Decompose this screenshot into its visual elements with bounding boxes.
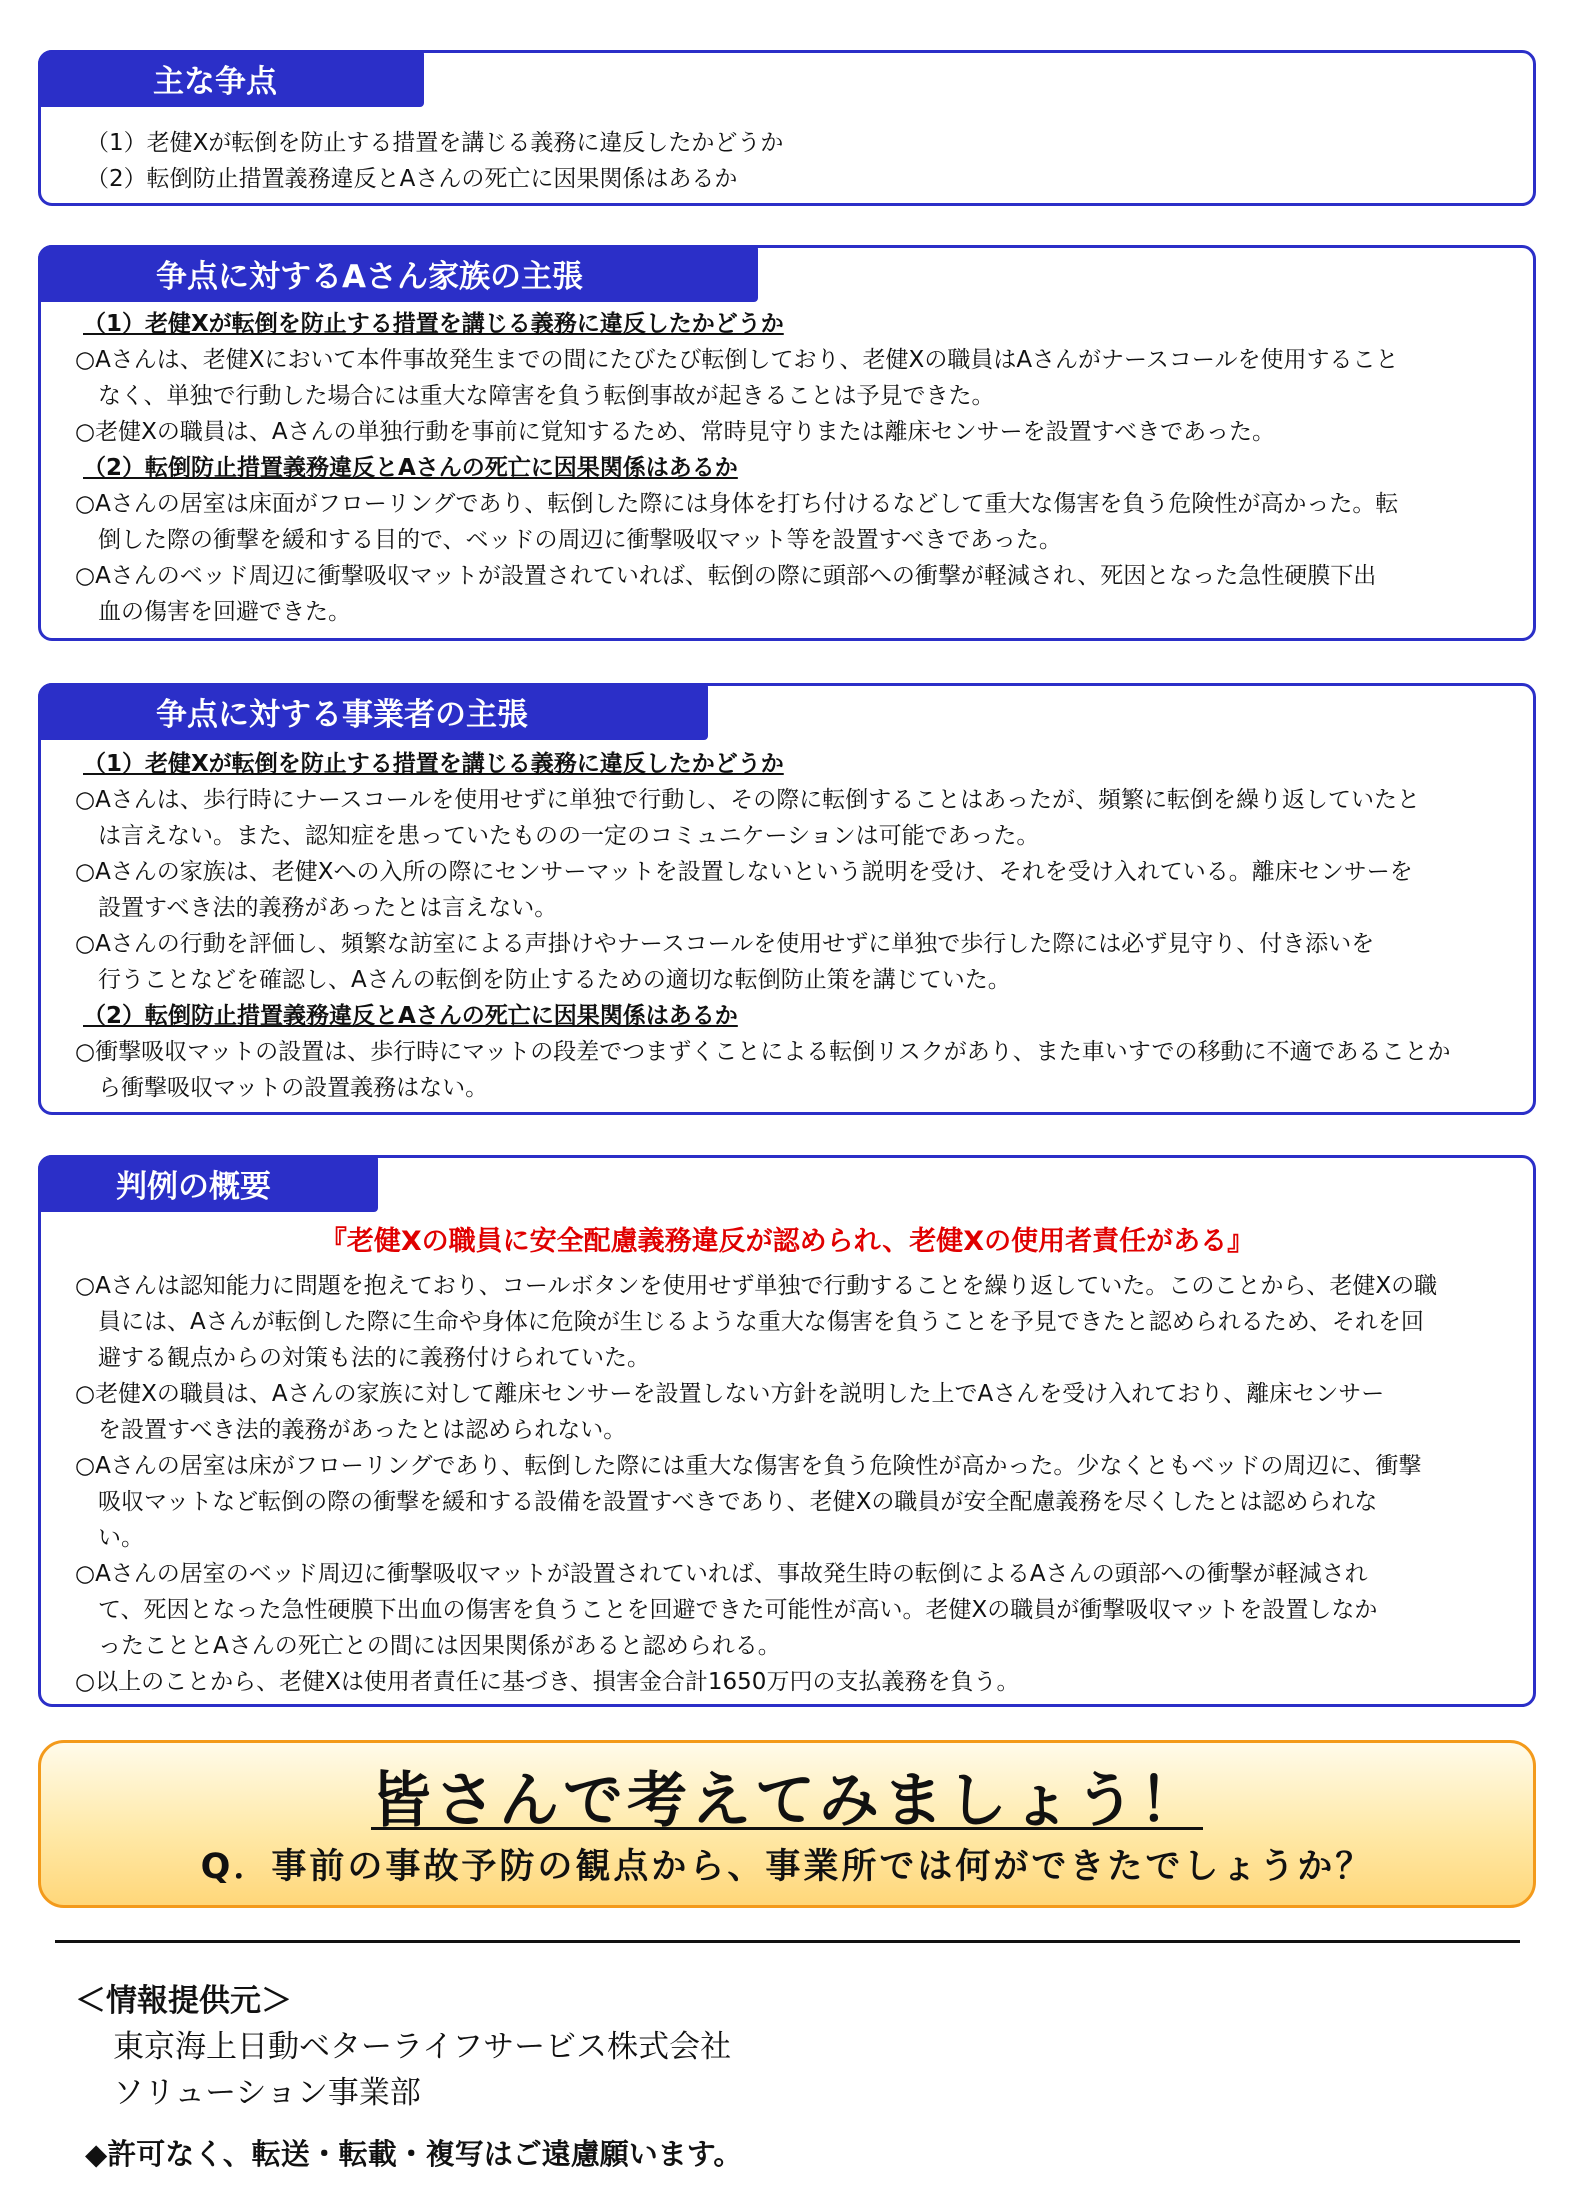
- operator-claim-line: ら衝撃吸収マットの設置義務はない。: [75, 1075, 489, 1101]
- ruling-line: ○Aさんの居室は床がフローリングであり、転倒した際には重大な傷害を負う危険性が高かった。少なくともベッドの周辺に、衝撃: [75, 1453, 1422, 1479]
- issues-section: [38, 50, 1536, 206]
- family-claim-line: ○老健Xの職員は、Aさんの単独行動を事前に覚知するため、常時見守りまたは離床センサーを設置すべきであった。: [75, 419, 1275, 445]
- family-claim-line: ○Aさんのベッド周辺に衝撃吸収マットが設置されていれば、転倒の際に頭部への衝撃が軽減され、死因となった急性硬膜下出: [75, 563, 1377, 589]
- ruling-line: ○Aさんの居室のベッド周辺に衝撃吸収マットが設置されていれば、事故発生時の転倒によるAさんの頭部への衝撃が軽減され: [75, 1561, 1368, 1587]
- family-claim-line: 倒した際の衝撃を緩和する目的で、ベッドの周辺に衝撃吸収マット等を設置すべきであった。: [75, 527, 1062, 553]
- family-claims-section: [38, 245, 1536, 641]
- operator-claim-line: は言えない。また、認知症を患っていたものの一定のコミュニケーションは可能であった。: [75, 823, 1040, 849]
- ruling-line: 避する観点からの対策も法的に義務付けられていた。: [75, 1345, 650, 1371]
- operator-subheading-1: （1）老健Xが転倒を防止する措置を講じる義務に違反したかどうか: [83, 751, 784, 777]
- operator-claim-line: ○Aさんの家族は、老健Xへの入所の際にセンサーマットを設置しないという説明を受け、それを受け入れている。離床センサーを: [75, 859, 1413, 885]
- ruling-line: ○Aさんは認知能力に問題を抱えており、コールボタンを使用せず単独で行動することを繰り返していた。このことから、老健Xの職: [75, 1273, 1438, 1299]
- family-claim-line: なく、単独で行動した場合には重大な障害を負う転倒事故が起きることは予見できた。: [75, 383, 995, 409]
- banner-question: Q．事前の事故予防の観点から、事業所では何ができたでしょうか？: [200, 1847, 1374, 1887]
- ruling-line: 吸収マットなど転倒の際の衝撃を緩和する設備を設置すべきであり、老健Xの職員が安全配慮義務を尽くしたとは認められな: [75, 1489, 1378, 1515]
- source-department: ソリューション事業部: [113, 2075, 421, 2111]
- operator-claim-line: ○Aさんは、歩行時にナースコールを使用せずに単独で行動し、その際に転倒することはあったが、頻繁に転倒を繰り返していたと: [75, 787, 1420, 813]
- divider: [55, 1940, 1520, 1943]
- copy-notice: ◆許可なく、転送・転載・複写はご遠慮願います。: [85, 2137, 743, 2171]
- source-label: ＜情報提供元＞: [75, 1983, 292, 2019]
- source-org: 東京海上日動ベターライフサービス株式会社: [113, 2029, 732, 2065]
- ruling-headline: 『老健Xの職員に安全配慮義務違反が認められ、老健Xの使用者責任がある』: [319, 1226, 1255, 1257]
- issue-item-2: （2）転倒防止措置義務違反とAさんの死亡に因果関係はあるか: [86, 166, 738, 192]
- operator-claim-line: 行うことなどを確認し、Aさんの転倒を防止するための適切な転倒防止策を講じていた。: [75, 967, 1011, 993]
- family-subheading-1: （1）老健Xが転倒を防止する措置を講じる義務に違反したかどうか: [83, 311, 784, 337]
- operator-claims-title: 争点に対する事業者の主張: [38, 683, 708, 740]
- issue-item-1: （1）老健Xが転倒を防止する措置を講じる義務に違反したかどうか: [86, 130, 784, 156]
- ruling-title: 判例の概要: [38, 1155, 378, 1212]
- ruling-line: て、死因となった急性硬膜下出血の傷害を負うことを回避できた可能性が高い。老健Xの職員が衝撃吸収マットを設置しなか: [75, 1597, 1378, 1623]
- discussion-banner: [38, 1740, 1536, 1908]
- family-claims-title: 争点に対するAさん家族の主張: [38, 245, 758, 302]
- ruling-line: ったこととAさんの死亡との間には因果関係があると認められる。: [75, 1633, 781, 1659]
- operator-claim-line: ○衝撃吸収マットの設置は、歩行時にマットの段差でつまずくことによる転倒リスクがあり、また車いすでの移動に不適であることか: [75, 1039, 1451, 1065]
- ruling-line: い。: [75, 1525, 144, 1551]
- ruling-line: 員には、Aさんが転倒した際に生命や身体に危険が生じるような重大な傷害を負うことを予見できたと認められるため、それを回: [75, 1309, 1424, 1335]
- operator-claim-line: 設置すべき法的義務があったとは言えない。: [75, 895, 558, 921]
- ruling-line: ○老健Xの職員は、Aさんの家族に対して離床センサーを設置しない方針を説明した上でAさんを受け入れており、離床センサー: [75, 1381, 1385, 1407]
- family-claim-line: ○Aさんの居室は床面がフローリングであり、転倒した際には身体を打ち付けるなどして重大な傷害を負う危険性が高かった。転: [75, 491, 1399, 517]
- banner-title: 皆さんで考えてみましょう！: [371, 1766, 1203, 1836]
- family-claim-line: ○Aさんは、老健Xにおいて本件事故発生までの間にたびたび転倒しており、老健Xの職員はAさんがナースコールを使用すること: [75, 347, 1399, 373]
- ruling-line: ○以上のことから、老健Xは使用者責任に基づき、損害金合計1650万円の支払義務を負う。: [75, 1669, 1020, 1695]
- ruling-section: [38, 1155, 1536, 1707]
- ruling-line: を設置すべき法的義務があったとは認められない。: [75, 1417, 627, 1443]
- family-claim-line: 血の傷害を回避できた。: [75, 599, 351, 625]
- source-info: [75, 1978, 731, 2116]
- family-subheading-2: （2）転倒防止措置義務違反とAさんの死亡に因果関係はあるか: [83, 455, 738, 481]
- operator-claims-section: [38, 683, 1536, 1115]
- issues-title: 主な争点: [38, 50, 424, 107]
- operator-claim-line: ○Aさんの行動を評価し、頻繁な訪室による声掛けやナースコールを使用せずに単独で歩行した際には必ず見守り、付き添いを: [75, 931, 1375, 957]
- operator-subheading-2: （2）転倒防止措置義務違反とAさんの死亡に因果関係はあるか: [83, 1003, 738, 1029]
